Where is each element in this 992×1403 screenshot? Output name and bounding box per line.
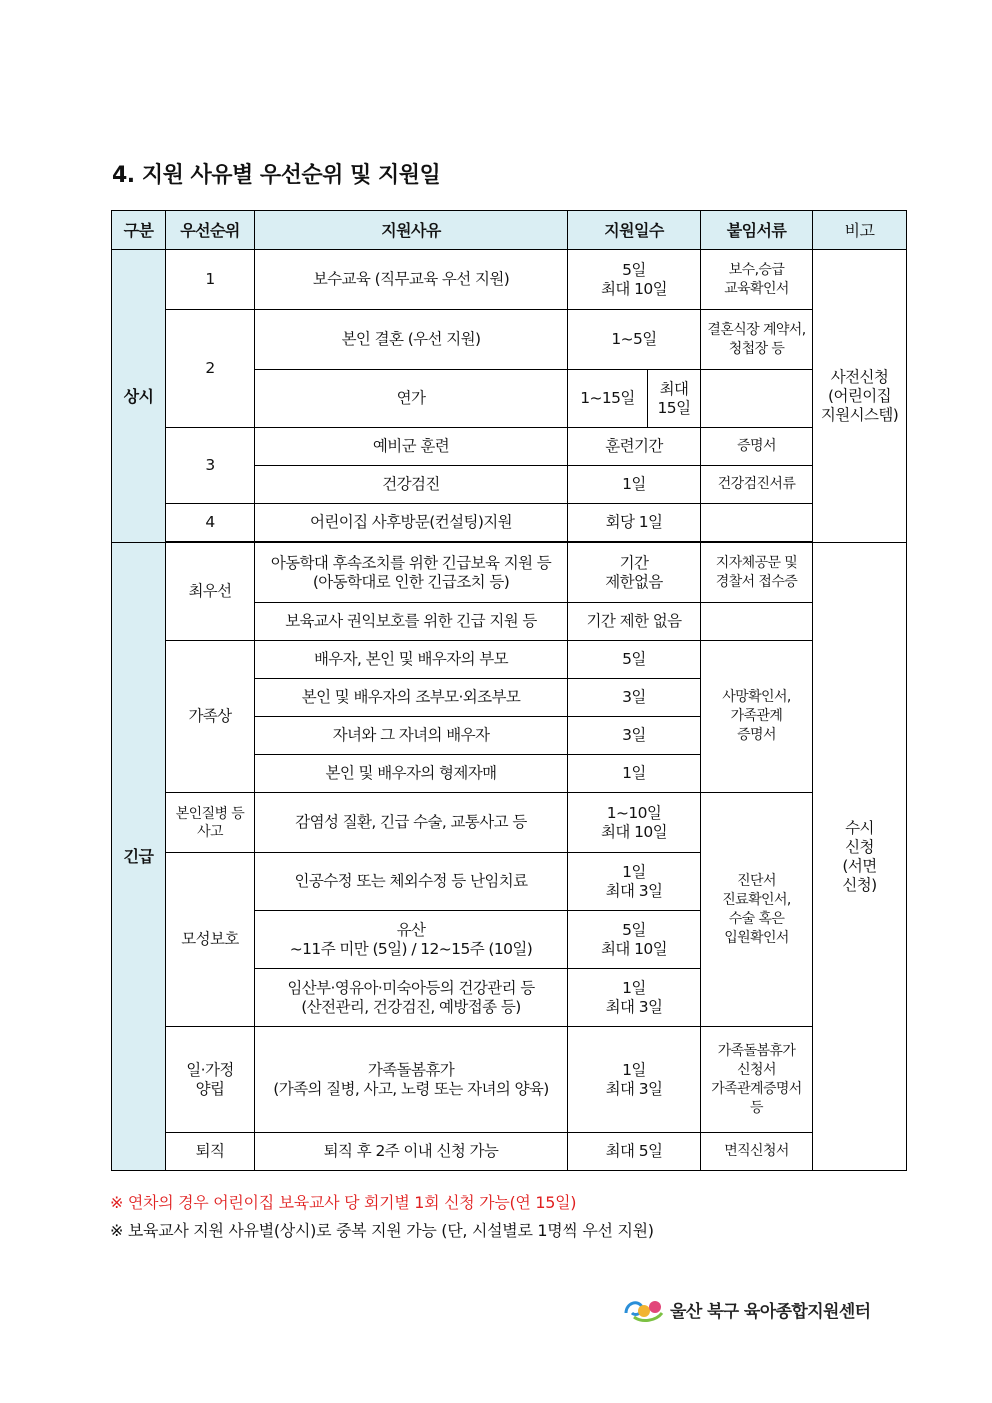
days-cell: 1일 최대 3일 bbox=[568, 1027, 701, 1133]
docs-cell bbox=[701, 370, 813, 428]
days-cell: 3일 bbox=[568, 679, 701, 717]
footer bbox=[622, 1294, 871, 1324]
reason-cell: 자녀와 그 자녀의 배우자 bbox=[255, 717, 568, 755]
group-top: 최우선 bbox=[166, 543, 255, 641]
table-row bbox=[112, 641, 907, 679]
reason-cell: 배우자, 본인 및 배우자의 부모 bbox=[255, 641, 568, 679]
reason-cell: 인공수정 또는 체외수정 등 난임치료 bbox=[255, 853, 568, 911]
reason-cell: 본인 및 배우자의 형제자매 bbox=[255, 755, 568, 793]
center-logo-icon bbox=[622, 1295, 666, 1323]
days-cell: 1~5일 bbox=[568, 310, 701, 370]
table-row bbox=[112, 1027, 907, 1133]
reason-cell: 보육교사 권익보호를 위한 긴급 지원 등 bbox=[255, 603, 568, 641]
docs-cell: 지자체공문 및 경찰서 접수증 bbox=[701, 543, 813, 603]
priority-cell: 4 bbox=[166, 504, 255, 542]
remark-regular: 사전신청 (어린이집 지원시스템) bbox=[813, 250, 907, 543]
reason-cell: 어린이집 사후방문(컨설팅)지원 bbox=[255, 504, 568, 542]
days-cell: 3일 bbox=[568, 717, 701, 755]
reason-cell: 퇴직 후 2주 이내 신청 가능 bbox=[255, 1133, 568, 1171]
group-worklife: 일·가정 양립 bbox=[166, 1027, 255, 1133]
header-priority: 우선순위 bbox=[166, 211, 255, 250]
days-cell: 기간 제한 없음 bbox=[568, 603, 701, 641]
reason-cell: 예비군 훈련 bbox=[255, 428, 568, 466]
reason-cell: 유산 ~11주 미만 (5일) / 12~15주 (10일) bbox=[255, 911, 568, 969]
docs-cell: 보수,승급 교육확인서 bbox=[701, 250, 813, 310]
header-reason: 지원사유 bbox=[255, 211, 568, 250]
header-category: 구분 bbox=[112, 211, 166, 250]
note-duplicate-support: ※ 보육교사 지원 사유별(상시)로 중복 지원 가능 (단, 시설별로 1명씩 우선 지원) bbox=[110, 1221, 654, 1240]
days-max-cell: 최대 15일 bbox=[648, 370, 701, 428]
priority-cell: 3 bbox=[166, 428, 255, 504]
reason-cell: 보수교육 (직무교육 우선 지원) bbox=[255, 250, 568, 310]
header-docs: 붙임서류 bbox=[701, 211, 813, 250]
header-remark: 비고 bbox=[813, 211, 907, 250]
support-priority-table bbox=[111, 210, 907, 1171]
docs-cell: 건강검진서류 bbox=[701, 466, 813, 504]
table-row bbox=[112, 543, 907, 603]
days-cell: 5일 최대 10일 bbox=[568, 250, 701, 310]
table-header-row bbox=[112, 211, 907, 250]
reason-cell: 감염성 질환, 긴급 수술, 교통사고 등 bbox=[255, 793, 568, 853]
group-family: 가족상 bbox=[166, 641, 255, 793]
header-days: 지원일수 bbox=[568, 211, 701, 250]
days-cell: 1일 최대 3일 bbox=[568, 969, 701, 1027]
docs-cell: 면직신청서 bbox=[701, 1133, 813, 1171]
category-regular: 상시 bbox=[112, 250, 166, 543]
table-row bbox=[112, 1133, 907, 1171]
days-cell: 1~15일 bbox=[568, 370, 648, 428]
docs-cell bbox=[701, 603, 813, 641]
days-cell: 1일 bbox=[568, 755, 701, 793]
days-cell: 최대 5일 bbox=[568, 1133, 701, 1171]
reason-cell: 본인 결혼 (우선 지원) bbox=[255, 310, 568, 370]
group-maternity: 모성보호 bbox=[166, 853, 255, 1027]
footer-org-name: 울산 북구 육아종합지원센터 bbox=[670, 1301, 871, 1322]
docs-cell: 결혼식장 계약서, 청첩장 등 bbox=[701, 310, 813, 370]
days-cell: 훈련기간 bbox=[568, 428, 701, 466]
docs-cell: 증명서 bbox=[701, 428, 813, 466]
reason-cell: 건강검진 bbox=[255, 466, 568, 504]
reason-cell: 본인 및 배우자의 조부모·외조부모 bbox=[255, 679, 568, 717]
days-cell: 1일 최대 3일 bbox=[568, 853, 701, 911]
docs-cell bbox=[701, 504, 813, 542]
days-cell: 1~10일 최대 10일 bbox=[568, 793, 701, 853]
priority-cell: 1 bbox=[166, 250, 255, 310]
days-cell: 1일 bbox=[568, 466, 701, 504]
category-urgent: 긴급 bbox=[112, 543, 166, 1171]
reason-cell: 임산부·영유아·미숙아등의 건강관리 등 (산전관리, 건강검진, 예방접종 등) bbox=[255, 969, 568, 1027]
note-annual-leave: ※ 연차의 경우 어린이집 보육교사 당 회기별 1회 신청 가능(연 15일) bbox=[110, 1193, 577, 1212]
days-cell: 기간 제한없음 bbox=[568, 543, 701, 603]
days-cell: 5일 최대 10일 bbox=[568, 911, 701, 969]
group-illness: 본인질병 등 사고 bbox=[166, 793, 255, 853]
group-resign: 퇴직 bbox=[166, 1133, 255, 1171]
days-cell: 회당 1일 bbox=[568, 504, 701, 542]
table-row bbox=[112, 504, 907, 542]
docs-cell: 진단서 진료확인서, 수술 혹은 입원확인서 bbox=[701, 793, 813, 1027]
table-row bbox=[112, 250, 907, 310]
days-cell: 5일 bbox=[568, 641, 701, 679]
table-row bbox=[112, 310, 907, 370]
remark-urgent: 수시 신청 (서면 신청) bbox=[813, 543, 907, 1171]
reason-cell: 아동학대 후속조치를 위한 긴급보육 지원 등 (아동학대로 인한 긴급조치 등) bbox=[255, 543, 568, 603]
reason-cell: 연가 bbox=[255, 370, 568, 428]
page-title: 4. 지원 사유별 우선순위 및 지원일 bbox=[112, 163, 441, 188]
table-row bbox=[112, 428, 907, 466]
table-row bbox=[112, 793, 907, 853]
priority-cell: 2 bbox=[166, 310, 255, 428]
docs-cell: 가족돌봄휴가 신청서 가족관계증명서 등 bbox=[701, 1027, 813, 1133]
reason-cell: 가족돌봄휴가 (가족의 질병, 사고, 노령 또는 자녀의 양육) bbox=[255, 1027, 568, 1133]
docs-cell: 사망확인서, 가족관계 증명서 bbox=[701, 641, 813, 793]
